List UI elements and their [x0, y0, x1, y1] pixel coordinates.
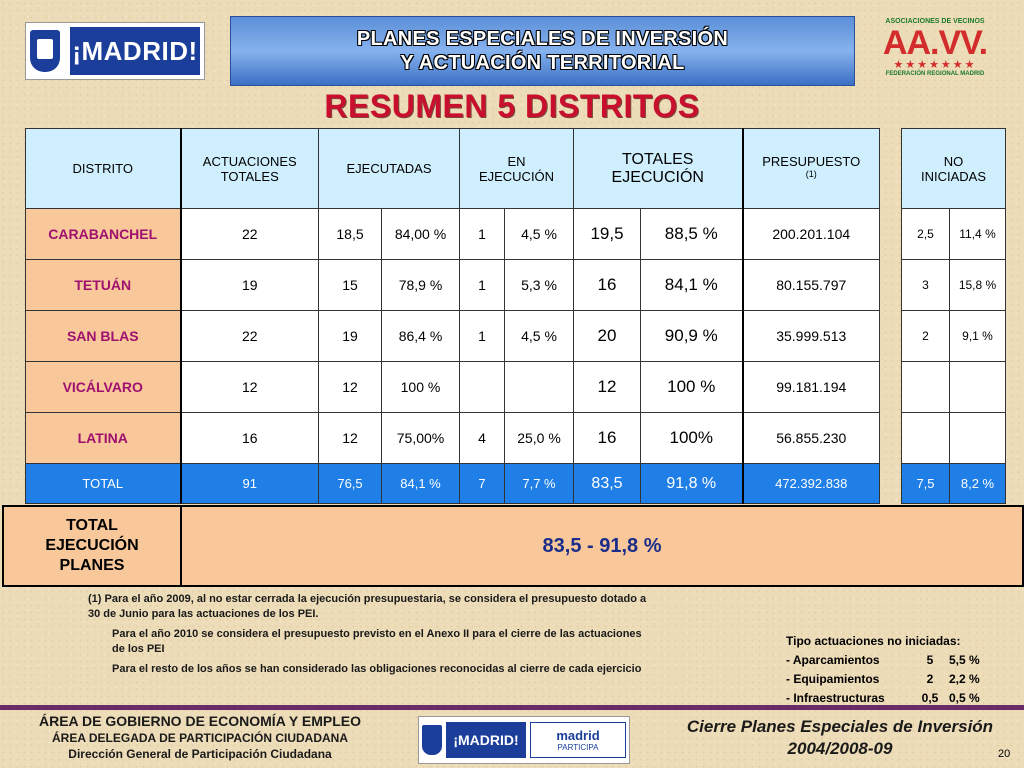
tipo-item-n: 5 [926, 653, 934, 667]
cell-tot-p: 88,5 % [641, 209, 743, 260]
column-gap [880, 464, 902, 504]
footer-title-line-2: 2004/2008-09 [787, 739, 893, 758]
tipo-item-n: 2 [926, 672, 934, 686]
total-row [26, 464, 1006, 504]
footer-line-1: ÁREA DE GOBIERNO DE ECONOMÍA Y EMPLEO [38, 713, 362, 729]
participa-logo-main: madrid [556, 727, 600, 743]
participa-logo-sub: PARTICIPA [557, 742, 599, 752]
cell-noini-p: 11,4 % [950, 209, 1006, 260]
summary-label-2: EJECUCIÓN [45, 537, 139, 554]
footer-participa-logo [530, 722, 626, 758]
cell-tot-p: 84,1 % [641, 260, 743, 311]
cell-tot-n: 16 [574, 413, 641, 464]
page-number: 20 [998, 748, 1011, 760]
tipo-no-iniciadas [786, 632, 1016, 708]
total-ejec-n: 76,5 [319, 464, 382, 504]
header-ejecutadas: EJECUTADAS [319, 129, 460, 209]
aavv-logo-top: ASOCIACIONES DE VECINOS [885, 18, 985, 25]
header-totales-ejecucion: TOTALES EJECUCIÓN [574, 129, 743, 209]
footer-divider [0, 705, 1024, 710]
cell-noini-p: 15,8 % [950, 260, 1006, 311]
total-noini-p: 8,2 % [950, 464, 1006, 504]
cell-ejec-p: 86,4 % [382, 311, 460, 362]
cell-noini-p [950, 362, 1006, 413]
cell-presupuesto: 56.855.230 [743, 413, 880, 464]
column-gap [880, 209, 902, 260]
footnote-2: Para el año 2010 se considera el presupuesto previsto en el Anexo II para el cierre de las actuaciones de los PEI [112, 628, 642, 655]
footer-line-3: Dirección General de Participación Ciudadana [68, 747, 332, 761]
cell-ejec-p: 78,9 % [382, 260, 460, 311]
cell-tot-p: 100 % [641, 362, 743, 413]
cell-presupuesto: 35.999.513 [743, 311, 880, 362]
footnote-3: Para el resto de los años se han considerado las obligaciones reconocidas al cierre de cada ejercicio [112, 663, 642, 675]
summary-label-3: PLANES [59, 557, 125, 574]
title-banner [230, 16, 855, 86]
cell-enej-p: 4,5 % [505, 311, 574, 362]
total-presupuesto: 472.392.838 [743, 464, 880, 504]
header-no-iniciadas: NO INICIADAS [902, 129, 1006, 209]
footer-shield-icon [422, 725, 442, 755]
cell-enej-n: 1 [460, 311, 505, 362]
total-actuaciones: 91 [181, 464, 319, 504]
cell-ejec-p: 84,00 % [382, 209, 460, 260]
footer-title [660, 716, 1020, 760]
total-noini-n: 7,5 [902, 464, 950, 504]
footer-line-2: ÁREA DELEGADA DE PARTICIPACIÓN CIUDADANA [51, 731, 348, 745]
districts-table [25, 128, 1006, 504]
aavv-logo-main: AA.VV. [882, 24, 988, 62]
summary-label [4, 507, 182, 585]
cell-distrito: TETUÁN [26, 260, 181, 311]
footer-organization [0, 712, 400, 762]
tipo-item-n: 0,5 [921, 691, 939, 705]
aavv-stars-icon: ★★★★★★★ [893, 59, 977, 71]
table-row [26, 362, 1006, 413]
table-row [26, 311, 1006, 362]
madrid-shield-icon [30, 30, 60, 72]
column-gap [880, 129, 902, 209]
cell-ejec-n: 15 [319, 260, 382, 311]
total-tot-p: 91,8 % [641, 464, 743, 504]
cell-noini-n: 3 [902, 260, 950, 311]
cell-noini-n [902, 413, 950, 464]
cell-noini-n: 2,5 [902, 209, 950, 260]
header-presupuesto: PRESUPUESTO $^{(1)}$ [743, 129, 880, 209]
title-line-2: Y ACTUACIÓN TERRITORIAL [400, 52, 685, 74]
column-gap [880, 413, 902, 464]
cell-noini-p [950, 413, 1006, 464]
madrid-logo [25, 22, 205, 80]
table-row [26, 260, 1006, 311]
cell-distrito: LATINA [26, 413, 181, 464]
aavv-logo-bottom: FEDERACIÓN REGIONAL MADRID [885, 71, 985, 77]
table-row [26, 209, 1006, 260]
tipo-item [786, 651, 1016, 670]
cell-enej-n [460, 362, 505, 413]
cell-ejec-n: 19 [319, 311, 382, 362]
header-en-ejecucion: EN EJECUCIÓN [460, 129, 574, 209]
table-header-row [26, 129, 1006, 209]
aavv-logo [882, 18, 988, 88]
summary-box [2, 505, 1024, 587]
tipo-item-p: 5,5 % [949, 653, 980, 667]
cell-tot-n: 16 [574, 260, 641, 311]
cell-actuaciones: 22 [181, 311, 319, 362]
tipo-title: Tipo actuaciones no iniciadas: [786, 634, 961, 648]
footer-madrid-logo: ¡MADRID! [446, 722, 526, 758]
cell-noini-n: 2 [902, 311, 950, 362]
tipo-item-name: - Equipamientos [786, 672, 880, 686]
cell-tot-n: 19,5 [574, 209, 641, 260]
cell-enej-n: 1 [460, 260, 505, 311]
cell-actuaciones: 19 [181, 260, 319, 311]
cell-enej-n: 1 [460, 209, 505, 260]
total-tot-n: 83,5 [574, 464, 641, 504]
tipo-item [786, 670, 1016, 689]
footnotes [88, 592, 648, 682]
cell-tot-p: 90,9 % [641, 311, 743, 362]
cell-noini-p: 9,1 % [950, 311, 1006, 362]
footer-logos [418, 716, 630, 764]
page-heading: RESUMEN 5 DISTRITOS [324, 88, 700, 124]
cell-distrito: VICÁLVARO [26, 362, 181, 413]
column-gap [880, 362, 902, 413]
tipo-item-p: 0,5 % [949, 691, 980, 705]
total-ejec-p: 84,1 % [382, 464, 460, 504]
cell-ejec-p: 75,00% [382, 413, 460, 464]
column-gap [880, 311, 902, 362]
total-distrito: TOTAL [26, 464, 181, 504]
cell-actuaciones: 22 [181, 209, 319, 260]
summary-value: 83,5 - 91,8 % [542, 534, 662, 557]
cell-ejec-n: 12 [319, 413, 382, 464]
total-enej-p: 7,7 % [505, 464, 574, 504]
footnote-1: (1) Para el año 2009, al no estar cerrada la ejecución presupuestaria, se considera el presupuesto dotado a 30 de Junio para las actuaciones de los PEI. [88, 593, 647, 620]
madrid-logo-text: ¡MADRID! [70, 27, 200, 75]
cell-actuaciones: 16 [181, 413, 319, 464]
tipo-item-name: - Aparcamientos [786, 653, 880, 667]
tipo-item-name: - Infraestructuras [786, 691, 885, 705]
cell-tot-p: 100% [641, 413, 743, 464]
cell-enej-p: 5,3 % [505, 260, 574, 311]
cell-enej-p: 25,0 % [505, 413, 574, 464]
cell-distrito: CARABANCHEL [26, 209, 181, 260]
header-actuaciones: ACTUACIONES TOTALES [181, 129, 319, 209]
cell-presupuesto: 80.155.797 [743, 260, 880, 311]
cell-ejec-n: 18,5 [319, 209, 382, 260]
header-distrito: DISTRITO [26, 129, 181, 209]
cell-enej-p: 4,5 % [505, 209, 574, 260]
summary-label-1: TOTAL [66, 517, 118, 534]
cell-noini-n [902, 362, 950, 413]
cell-actuaciones: 12 [181, 362, 319, 413]
title-line-1: PLANES ESPECIALES DE INVERSIÓN [356, 28, 729, 50]
total-enej-n: 7 [460, 464, 505, 504]
cell-ejec-n: 12 [319, 362, 382, 413]
cell-enej-p [505, 362, 574, 413]
column-gap [880, 260, 902, 311]
tipo-item-p: 2,2 % [949, 672, 980, 686]
cell-distrito: SAN BLAS [26, 311, 181, 362]
cell-presupuesto: 99.181.194 [743, 362, 880, 413]
cell-tot-n: 12 [574, 362, 641, 413]
cell-enej-n: 4 [460, 413, 505, 464]
footer-title-line-1: Cierre Planes Especiales de Inversión [686, 717, 994, 736]
cell-presupuesto: 200.201.104 [743, 209, 880, 260]
table-row [26, 413, 1006, 464]
cell-ejec-p: 100 % [382, 362, 460, 413]
cell-tot-n: 20 [574, 311, 641, 362]
